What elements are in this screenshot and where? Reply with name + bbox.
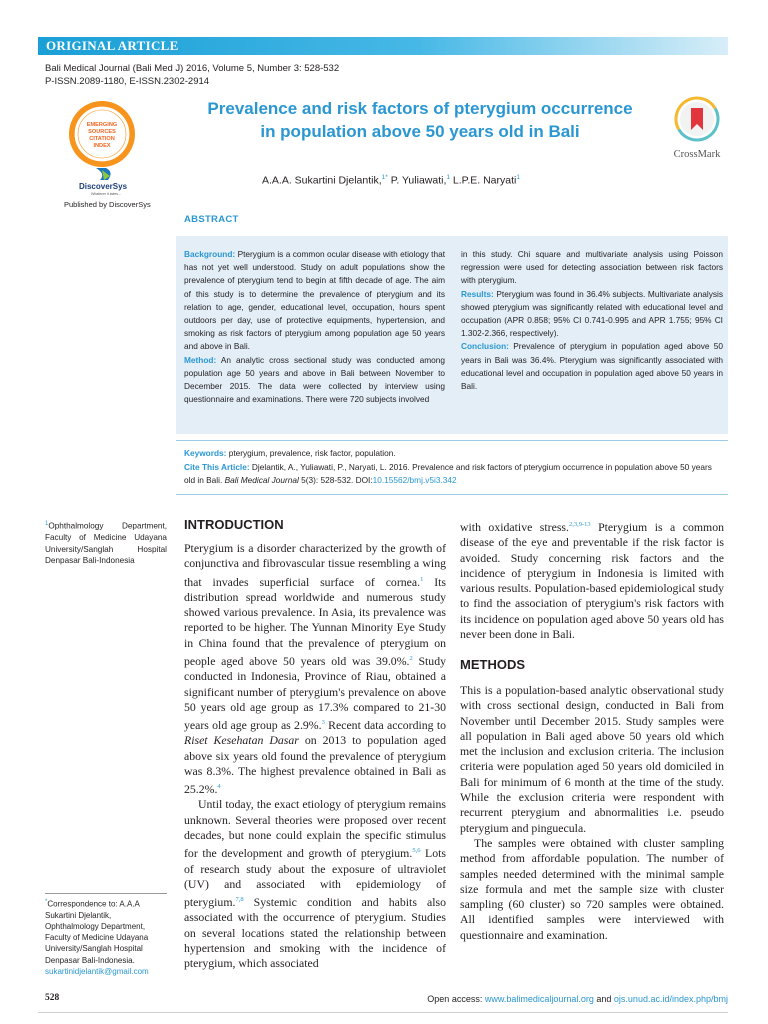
abstract-conclusion-label: Conclusion: xyxy=(461,341,509,352)
esci-word-3: CITATION xyxy=(89,136,115,142)
intro-p2-text-b: Lots of research study about the exposure of ultraviolet (UV) and associated with epidemiology of pterygium. xyxy=(184,846,446,910)
methods-heading: METHODS xyxy=(460,657,525,672)
crossmark-icon xyxy=(674,96,720,142)
discoversys-logo xyxy=(72,166,134,201)
intro-p2-text-c: Systemic condition and habits also associated with the occurrence of pterygium. Studies on several locations stated the relationship between hypertension and smoking with the incidence of pterygium, which associated xyxy=(184,895,446,971)
correspondence-marker: * xyxy=(45,899,48,905)
discoversys-tagline: Whatever it takes... xyxy=(91,192,121,196)
esci-seal-logo xyxy=(68,100,136,168)
author-3-affil: 1 xyxy=(516,174,520,181)
crossmark-label: CrossMark xyxy=(673,149,721,160)
keywords-text: pterygium, prevalence, risk factor, population. xyxy=(226,448,396,458)
abstract-method-label: Method: xyxy=(184,354,217,365)
intro-p1-text-a: Pterygium is a disorder characterized by the growth of conjunctiva and fibrovascular tissue resembling a wing that invades superficial surface of cornea. xyxy=(184,541,446,589)
author-1: A.A.A. Sukartini Djelantik, xyxy=(262,174,382,187)
correspondence-note xyxy=(45,897,167,977)
introduction-column-1 xyxy=(184,541,446,972)
author-list xyxy=(262,174,520,187)
affiliation-marker: 1 xyxy=(45,521,49,527)
article-type-banner xyxy=(38,37,728,55)
introduction-heading: INTRODUCTION xyxy=(184,517,284,532)
abstract-results-text: Pterygium was found in 36.4% subjects. Multivariate analysis showed pterygium was significantly related with educational level and occupation (APR 0.858; 95% CI 0.741-0.995 and APR 1.755; 95% CI 1.302-2.366, respectively). xyxy=(461,288,723,339)
abstract-method-continued: in this study. Chi square and multivariate analysis using Poisson regression were used for detecting association between risk factors with pterygium. xyxy=(461,249,723,286)
footer-rule xyxy=(38,1012,728,1013)
abstract-background-label: Background: xyxy=(184,249,236,259)
open-access-footer xyxy=(427,994,728,1004)
intro-paragraph-1 xyxy=(184,541,446,797)
keywords-top-rule xyxy=(176,440,728,441)
journal-issn: P-ISSN.2089-1180, E-ISSN.2302-2914 xyxy=(45,76,210,87)
abstract-results-label: Results: xyxy=(461,288,494,299)
discoversys-mark-icon xyxy=(72,166,134,196)
footer-and: and xyxy=(593,994,614,1004)
abstract-right-column xyxy=(461,248,723,393)
journal-citation xyxy=(45,62,339,88)
article-title xyxy=(180,97,660,143)
article-type-label: ORIGINAL ARTICLE xyxy=(46,38,179,53)
cite-journal: Bali Medical Journal xyxy=(224,475,299,485)
abstract-left-column xyxy=(184,248,445,406)
keywords-block xyxy=(184,447,724,488)
author-1-affil: 1* xyxy=(381,174,388,181)
intro-ref[interactable]: 2,3,9-13 xyxy=(568,521,591,528)
methods-column xyxy=(460,683,724,943)
journal-url-link[interactable]: www.balimedicaljournal.org xyxy=(484,994,594,1004)
correspondence-email[interactable]: sukartinidjelantik@gmail.com xyxy=(45,966,149,976)
methods-paragraph-2: The samples were obtained with cluster sampling method from affordable population. The number of samples needed determined with the minimal sample size formula and met the sample size with cluster sampling (60 cluster) so 720 samples were obtained. All identified samples were interviewed with questionnaire and examination. xyxy=(460,835,724,942)
abstract-background-text: Pterygium is a common ocular disease with etiology that has not yet well understood. Study on adult populations show the prevalence of pterygium tend to begin at fifth decade of age. The aim of this study is to determine the prevalence of pterygium and its relation to age, gender, educational level, occupation, hours spent outdoors per day, use of protective equipments, hypertension, and smoking as risk factors of pterygium among population age 50 years and above in Bali. xyxy=(184,249,445,352)
intro-ref[interactable]: 4 xyxy=(217,783,221,791)
keywords-label: Keywords: xyxy=(184,448,227,458)
abstract-heading: ABSTRACT xyxy=(184,214,239,225)
author-2-affil: 1 xyxy=(446,174,450,181)
doi-link[interactable]: 10.15562/bmj.v5i3.342 xyxy=(372,475,457,485)
ojs-url-link[interactable]: ojs.unud.ac.id/index.php/bmj xyxy=(613,994,728,1004)
open-access-label: Open access: xyxy=(427,994,485,1004)
intro-p1-text-e: on 2013 to population aged above six years old found the prevalence of pterygium was 8.3%. The highest prevalence obtained in Bali as 25.2%. xyxy=(184,733,446,797)
intro-p1-text-b: Its distribution spread worldwide and numerous study showed various prevalence. In Asia, its prevalence was reported to be higher. The Yunnan Minority Eye Study in China found that the prevalence of pterygium on people aged above 50 years old was 39.0%. xyxy=(184,574,446,668)
esci-word-4: INDEX xyxy=(93,143,111,149)
correspondence-text: Correspondence to: A.A.A Sukartini Djelantik, Ophthalmology Department, Faculty of Medicine Udayana University/Sanglah Hospital Denpasar Bali-Indonesia. xyxy=(45,899,149,965)
cite-text: Djelantik, A., Yuliawati, P., Naryati, L. 2016. Prevalence and risk factors of pterygium occurrence in population above 50 years old in Bali. xyxy=(184,461,712,485)
author-3: L.P.E. Naryati xyxy=(450,174,517,187)
cite-label: Cite This Article: xyxy=(184,461,250,472)
intro-p1-text-d: Recent data according to xyxy=(324,718,447,733)
introduction-column-2 xyxy=(460,517,724,642)
abstract-conclusion-text: Prevalence of pterygium in population aged above 50 years in Bali was 36.4%. Pterygium was significantly associated with educational level and occupation in population aged above 50 years in Bali. xyxy=(461,341,723,392)
crossmark-badge[interactable] xyxy=(664,96,730,160)
intro-ref[interactable]: 1 xyxy=(420,575,424,583)
esci-word-1: EMERGING xyxy=(86,122,118,128)
intro-ref[interactable]: 7,8 xyxy=(235,896,244,904)
author-2: P. Yuliawati, xyxy=(387,174,447,187)
article-title-line-1: Prevalence and risk factors of pterygium occurrence xyxy=(207,99,633,118)
correspondence-rule xyxy=(45,893,167,894)
journal-volume: Bali Medical Journal (Bali Med J) 2016, Volume 5, Number 3: 528-532 xyxy=(45,63,340,74)
intro-p3-text-a: with oxidative stress. xyxy=(460,519,569,534)
intro-ref[interactable]: 3 xyxy=(321,719,325,727)
intro-p1-text-c: Study conducted in Indonesia, Province of Riau, obtained a significant number of pterygium's prevalence on above 50 years old age group as 17.3% compared to 21-30 years old age group as 2.9%. xyxy=(184,653,446,733)
esci-word-2: SOURCES xyxy=(88,129,116,135)
page-number: 528 xyxy=(45,993,60,1003)
intro-p3-text-b: Pterygium is a common disease of the eye and preventable if the risk factor is avoided. Study concerning risk factors and the incidence of pterygium in Indonesia is limited with various results. Population-based epidemiological study to find the association of pterygium's risk factors with its incidence on population aged above 50 years old has never been done in Bali. xyxy=(460,519,724,641)
methods-paragraph-1: This is a population-based analytic observational study with cross sectional design, conducted in Bali from November until December 2015. Study samples were all population in Bali aged above 50 years old which met the inclusion and exclusion criteria. The inclusion criteria were population aged 50 years old domiciled in Bali for minimum of 6 month at the time of the study. While the exclusion criteria were respondent with recurrent pterygium and abnormalities i.e. pseudo pterygium and pinguecula. xyxy=(460,683,724,835)
intro-p2-text-a: Until today, the exact etiology of pterygium remains unknown. Several theories were proposed over recent decades, but none could explain the specific stimulus for the development and growth of pterygium. xyxy=(184,797,446,861)
abstract-method-text: An analytic cross sectional study was conducted among population age 50 years and above in Bali between November to December 2015. The data were collected by interview using questionnaire and examinations. There were 720 subjects involved xyxy=(184,354,445,405)
keywords-bottom-rule xyxy=(176,494,728,495)
intro-ref[interactable]: 5,6 xyxy=(412,847,421,855)
intro-paragraph-3 xyxy=(460,517,724,642)
published-by: Published by DiscoverSys xyxy=(64,200,151,209)
intro-p1-italic: Riset Kesehatan Dasar xyxy=(184,733,299,748)
discoversys-wordmark: DiscoverSys xyxy=(78,182,128,191)
intro-ref[interactable]: 2 xyxy=(409,655,413,662)
cite-volume: 5(3): 528-532. DOI: xyxy=(298,475,373,485)
author-affiliation xyxy=(45,519,167,567)
affiliation-text: Ophthalmology Department, Faculty of Medicine Udayana University/Sanglah Hospital Denpasar Bali-Indonesia xyxy=(45,521,167,566)
article-title-line-2: in population above 50 years old in Bali xyxy=(260,122,580,141)
intro-paragraph-2 xyxy=(184,797,446,971)
